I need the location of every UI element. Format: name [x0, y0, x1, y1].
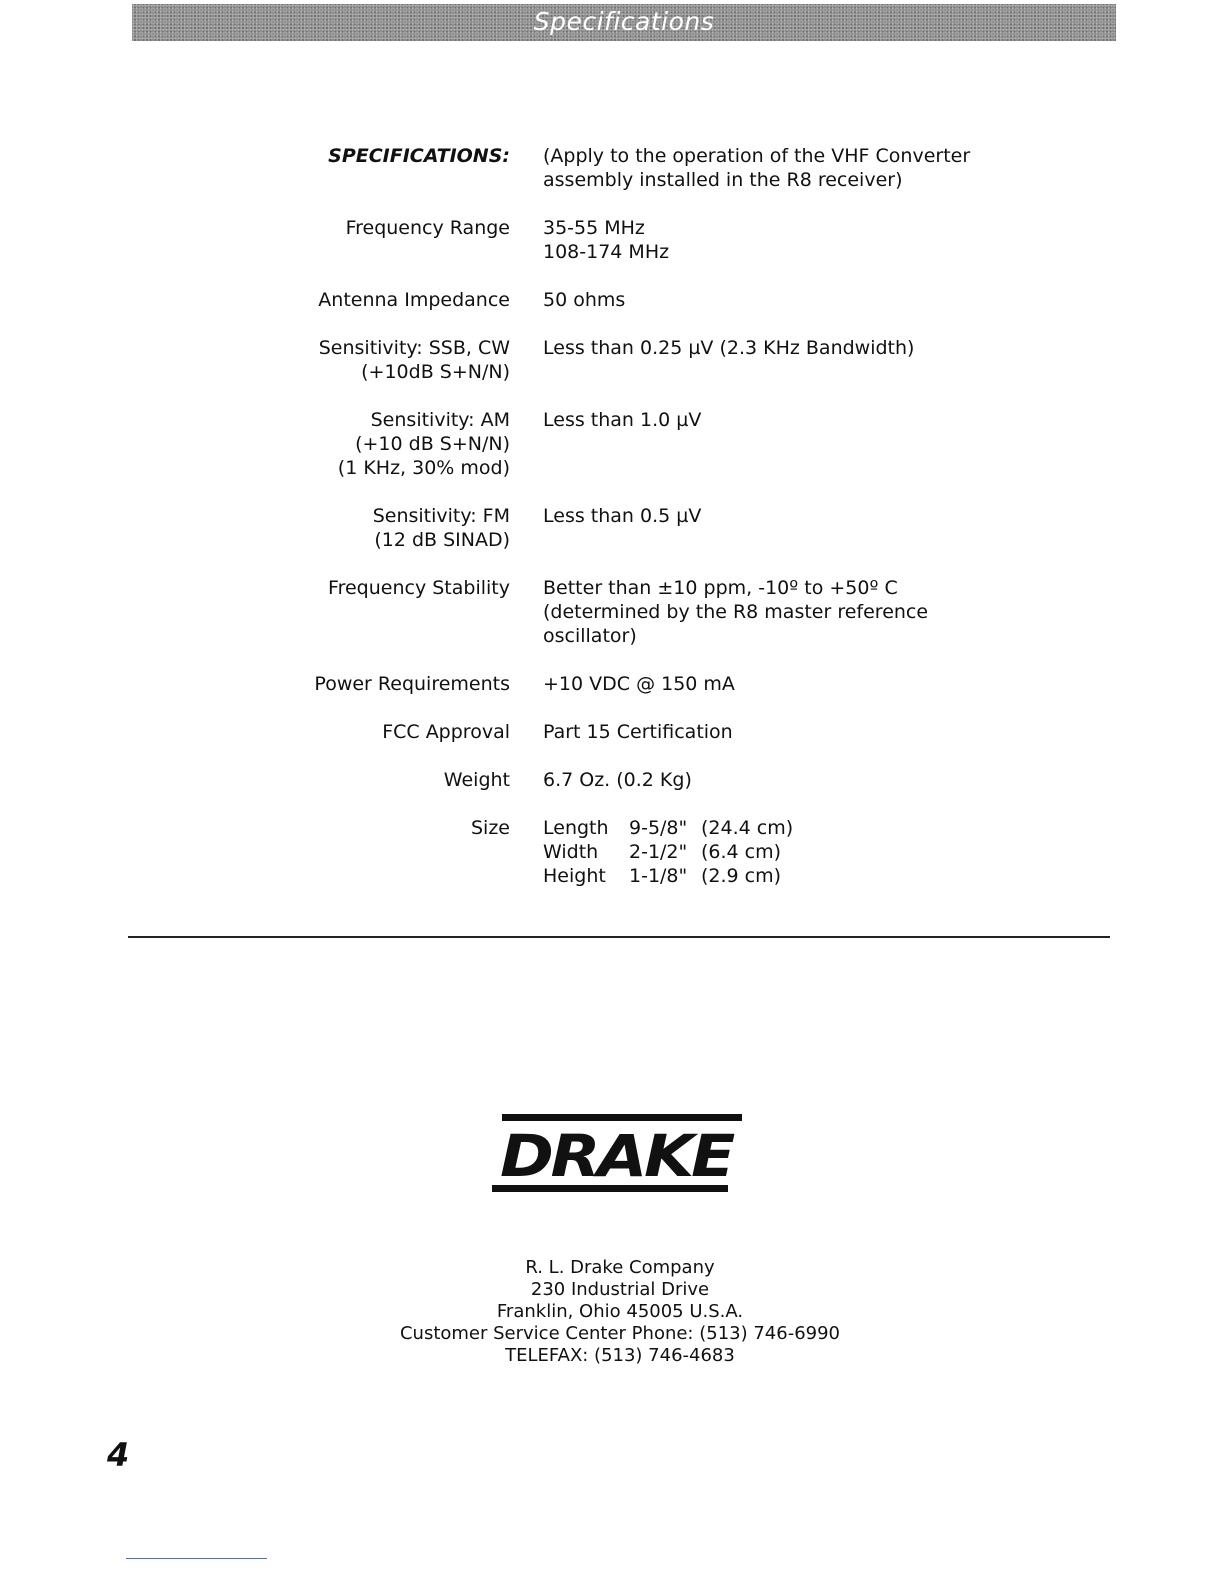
spec-row-power-requirements — [160, 672, 1060, 720]
spec-row-sensitivity-ssb-cw — [160, 336, 1060, 408]
spec-row-sensitivity-am — [160, 408, 1060, 504]
size-dimension-label: Width — [543, 841, 599, 863]
spec-value-line: 108-174 MHz — [543, 241, 670, 263]
spec-label — [160, 720, 543, 768]
spec-value-line: 50 ohms — [543, 289, 626, 311]
spec-label — [160, 816, 543, 912]
address-line: TELEFAX: (513) 746-4683 — [505, 1345, 735, 1366]
size-inches: 2-1/2" — [629, 841, 688, 863]
spec-value-line: 35-55 MHz — [543, 217, 645, 239]
footer-link-line — [126, 1558, 267, 1559]
spec-value-line: Less than 0.5 µV — [543, 505, 702, 527]
address-line: Customer Service Center Phone: (513) 746-6990 — [399, 1323, 841, 1344]
spec-value — [543, 144, 1060, 216]
spec-label-line: FCC Approval — [382, 721, 510, 743]
spec-value-line: oscillator) — [543, 625, 637, 647]
spec-label — [160, 336, 543, 408]
drake-logo-graphic — [492, 1114, 744, 1194]
spec-row-frequency-range — [160, 216, 1060, 288]
spec-label-line: Sensitivity: FM — [372, 505, 510, 527]
spec-row-sensitivity-fm — [160, 504, 1060, 576]
spec-row-fcc-approval — [160, 720, 1060, 768]
spec-value — [543, 288, 1060, 336]
spec-label — [160, 504, 543, 576]
spec-label — [160, 576, 543, 672]
spec-label-line: Sensitivity: SSB, CW — [318, 337, 510, 359]
spec-label-line: Size — [470, 817, 510, 839]
spec-label-line: Antenna Impedance — [318, 289, 510, 311]
size-grid — [543, 816, 1060, 888]
page-title: Specifications — [533, 7, 715, 36]
spec-value-line: (determined by the R8 master reference — [543, 601, 929, 623]
spec-label-line: Frequency Stability — [328, 577, 510, 599]
spec-row-size — [160, 816, 1060, 912]
logo-top-bar — [502, 1114, 742, 1121]
spec-label — [160, 672, 543, 720]
spec-label-line: (12 dB SINAD) — [374, 529, 510, 551]
spec-label — [160, 216, 543, 288]
spec-label — [160, 144, 543, 216]
spec-row-heading — [160, 144, 1060, 216]
spec-value — [543, 504, 1060, 576]
spec-label-line: (+10dB S+N/N) — [361, 361, 510, 383]
spec-value-line: Better than ±10 ppm, -10º to +50º C — [543, 577, 898, 599]
spec-value-line: +10 VDC @ 150 mA — [543, 673, 735, 695]
spec-value — [543, 216, 1060, 288]
spec-value-line: 6.7 Oz. (0.2 Kg) — [543, 769, 692, 791]
spec-row-antenna-impedance — [160, 288, 1060, 336]
spec-label-line: Power Requirements — [314, 673, 510, 695]
size-centimeters: (2.9 cm) — [701, 865, 782, 887]
spec-value — [543, 672, 1060, 720]
specifications-table — [160, 144, 1060, 912]
spec-label — [160, 408, 543, 504]
spec-value-line: Part 15 Certification — [543, 721, 733, 743]
spec-label-line: Frequency Range — [345, 217, 510, 239]
size-inches: 9-5/8" — [629, 817, 688, 839]
size-dimension-label: Length — [543, 817, 609, 839]
drake-logo — [492, 1114, 744, 1194]
spec-label-line: (+10 dB S+N/N) — [355, 433, 510, 455]
spec-label — [160, 768, 543, 816]
spec-label-line: Weight — [443, 769, 510, 791]
page-number: 4 — [107, 1436, 130, 1474]
address-line: Franklin, Ohio 45005 U.S.A. — [496, 1301, 744, 1322]
size-centimeters: (24.4 cm) — [701, 817, 794, 839]
address-line: 230 Industrial Drive — [530, 1279, 710, 1300]
logo-wordmark: DRAKE — [500, 1122, 735, 1190]
spec-value-line: (Apply to the operation of the VHF Converter — [543, 145, 971, 167]
spec-value — [543, 336, 1060, 408]
size-dimension-label: Height — [543, 865, 606, 887]
address-line: R. L. Drake Company — [525, 1257, 715, 1278]
spec-value — [543, 720, 1060, 768]
size-inches: 1-1/8" — [629, 865, 688, 887]
spec-label-line: (1 KHz, 30% mod) — [337, 457, 510, 479]
spec-label-line: Sensitivity: AM — [370, 409, 510, 431]
spec-row-frequency-stability — [160, 576, 1060, 672]
spec-value-line: Less than 1.0 µV — [543, 409, 702, 431]
header-bar — [132, 4, 1116, 41]
spec-label — [160, 288, 543, 336]
spec-value — [543, 768, 1060, 816]
company-address — [300, 1257, 940, 1367]
spec-label-line: SPECIFICATIONS: — [328, 145, 510, 167]
size-centimeters: (6.4 cm) — [701, 841, 782, 863]
spec-row-weight — [160, 768, 1060, 816]
spec-value-line: assembly installed in the R8 receiver) — [543, 169, 903, 191]
spec-value-line: Less than 0.25 µV (2.3 KHz Bandwidth) — [543, 337, 915, 359]
section-divider — [128, 936, 1110, 938]
spec-value — [543, 816, 1060, 912]
spec-value — [543, 408, 1060, 504]
spec-value — [543, 576, 1060, 672]
